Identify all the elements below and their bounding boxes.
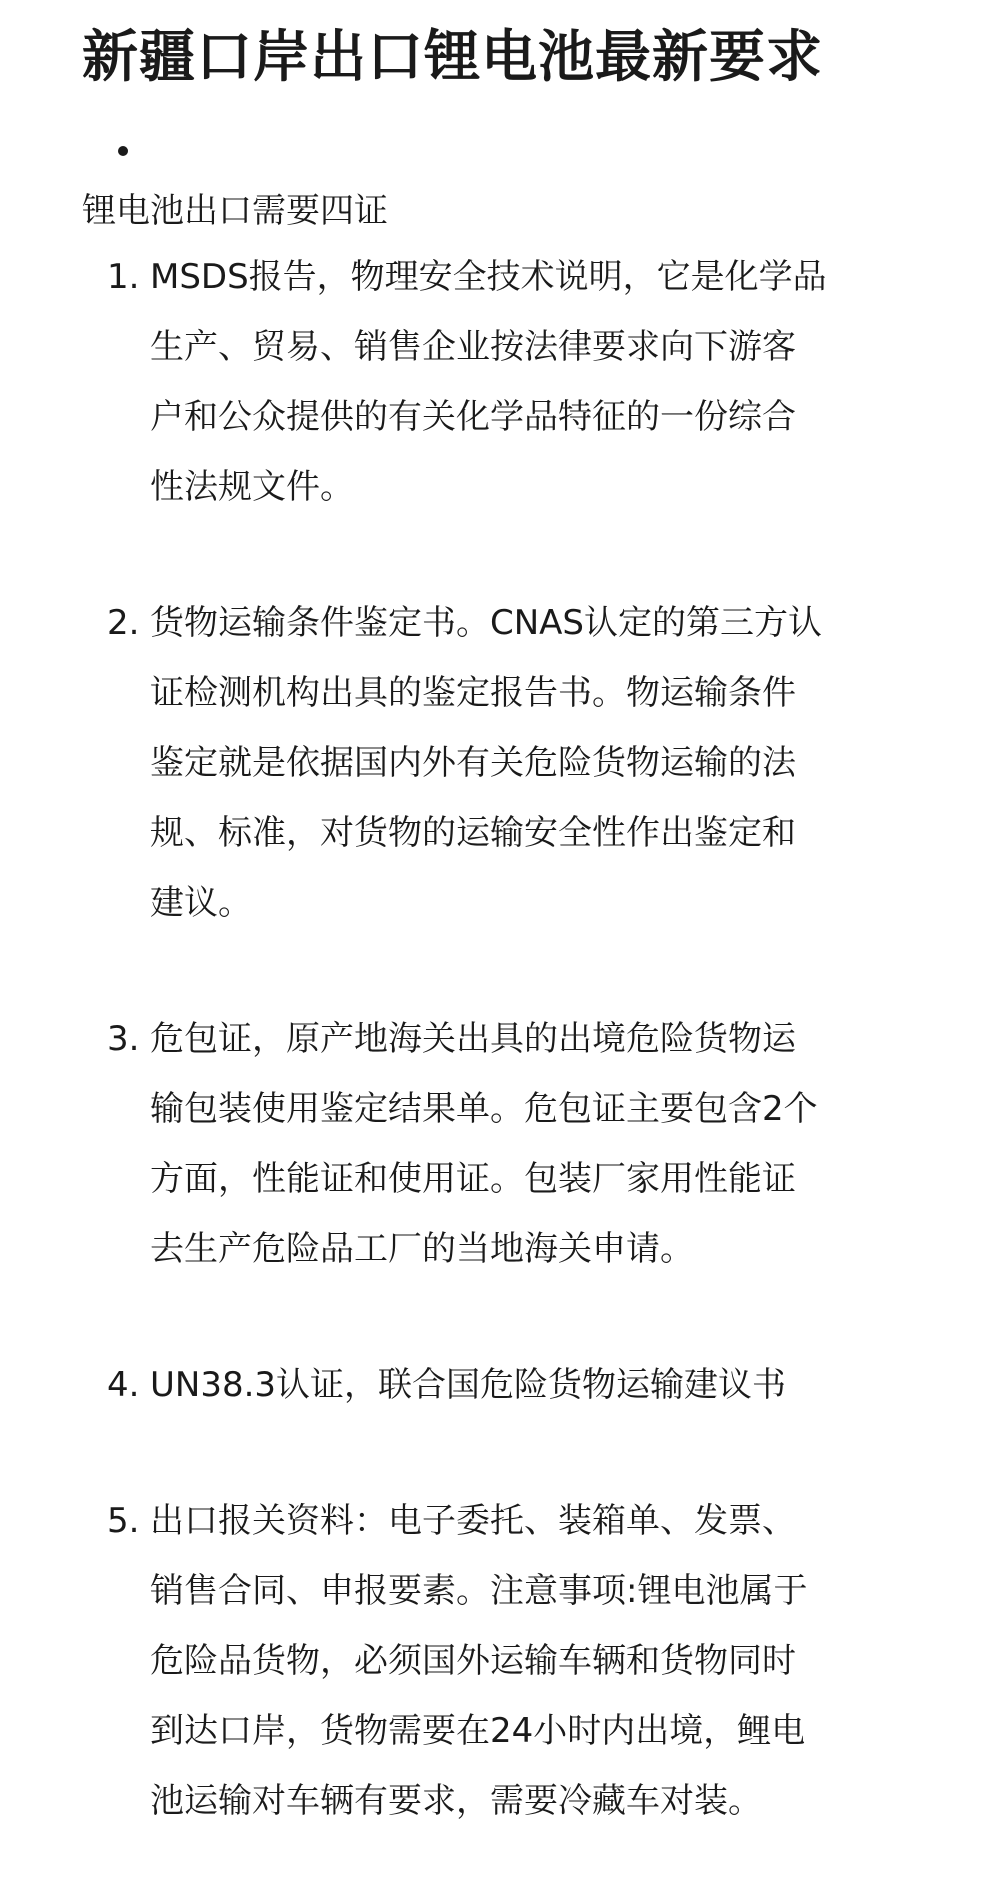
list-item-text-line: 户和公众提供的有关化学品特征的一份综合 [150, 397, 796, 437]
list-item-text-line: 鉴定就是依据国内外有关危险货物运输的法 [150, 743, 796, 783]
list-item-text-line: 池运输对车辆有要求，需要冷藏车对装。 [150, 1781, 762, 1821]
list-item [82, 242, 922, 522]
requirements-list [82, 242, 924, 1836]
list-item-number: 1. [107, 257, 140, 297]
list-item-text-line: 去生产危险品工厂的当地海关申请。 [150, 1229, 694, 1269]
list-item-text-line: 证检测机构出具的鉴定报告书。物运输条件 [150, 673, 796, 713]
list-item [82, 1486, 922, 1836]
list-item-text-line: 性法规文件。 [150, 467, 354, 507]
list-item-text-line: 生产、贸易、销售企业按法律要求向下游客 [150, 327, 796, 367]
list-item-text-line: 方面，性能证和使用证。包装厂家用性能证 [150, 1159, 796, 1199]
list-item-text-line: 货物运输条件鉴定书。CNAS认定的第三方认 [150, 603, 823, 643]
list-item [82, 1350, 922, 1420]
list-item-text-line: 输包装使用鉴定结果单。危包证主要包含2个 [150, 1089, 818, 1129]
list-item-text-line: 到达口岸，货物需要在24小时内出境，鲤电 [150, 1711, 806, 1751]
intro-text: 锂电池出口需要四证 [82, 191, 388, 231]
list-item-text-line: 出口报关资料：电子委托、装箱单、发票、 [150, 1501, 796, 1541]
list-item [82, 1004, 922, 1284]
empty-bullet-item [118, 120, 924, 180]
list-item-text-line: MSDS报告，物理安全技术说明，它是化学品 [150, 257, 827, 297]
list-item-text-line: 规、标准，对货物的运输安全性作出鉴定和 [150, 813, 796, 853]
list-item [82, 588, 922, 938]
list-item-number: 3. [107, 1019, 140, 1059]
list-item-text-line: 建议。 [150, 883, 252, 923]
list-item-number: 4. [107, 1365, 140, 1405]
page-title: 新疆口岸出口锂电池最新要求 [82, 25, 823, 90]
list-item-number: 2. [107, 603, 140, 643]
bullet-dot-icon [118, 146, 128, 156]
list-item-text-line: 销售合同、申报要素。注意事项:锂电池属于 [150, 1571, 808, 1611]
list-item-text-line: 危包证，原产地海关出具的出境危险货物运 [150, 1019, 796, 1059]
list-item-number: 5. [107, 1501, 140, 1541]
list-item-text-line: UN38.3认证，联合国危险货物运输建议书 [150, 1365, 787, 1405]
list-item-text-line: 危险品货物，必须国外运输车辆和货物同时 [150, 1641, 796, 1681]
